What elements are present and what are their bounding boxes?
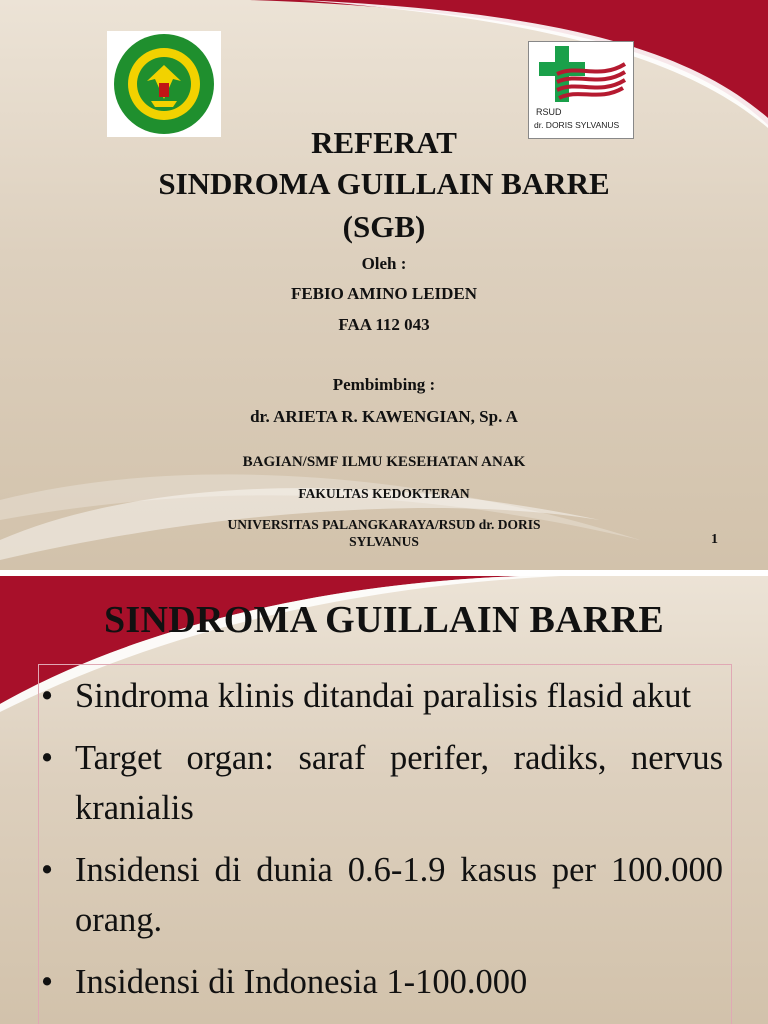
bullet-text: Insidensi di dunia 0.6-1.9 kasus per 100.000 orang. xyxy=(75,851,723,939)
hospital-logo-line1: RSUD xyxy=(536,107,562,117)
bullet-text: Sindroma klinis ditandai paralisis flasid akut xyxy=(75,677,692,715)
title-abbreviation: (SGB) xyxy=(342,209,426,244)
bullet-marker: • xyxy=(41,851,54,889)
hospital-logo-line2: dr. DORIS SYLVANUS xyxy=(534,120,620,130)
bullet-item xyxy=(39,733,723,833)
bullet-list xyxy=(39,671,723,1019)
page-number: 1 xyxy=(711,532,718,547)
faculty: FAKULTAS KEDOKTERAN xyxy=(298,486,470,501)
bullet-marker: • xyxy=(41,677,54,715)
author-name: FEBIO AMINO LEIDEN xyxy=(290,284,478,303)
university-logo xyxy=(107,31,221,137)
advisor-label: Pembimbing : xyxy=(332,375,436,394)
bullet-item xyxy=(39,957,723,1007)
content-slide xyxy=(0,576,768,1024)
bullet-marker: • xyxy=(41,963,54,1001)
bullet-item xyxy=(39,671,723,721)
slide-title: SINDROMA GUILLAIN BARRE xyxy=(103,599,665,641)
title-referat: REFERAT xyxy=(311,125,457,160)
advisor-name: dr. ARIETA R. KAWENGIAN, Sp. A xyxy=(250,407,518,426)
content-box xyxy=(38,664,732,1024)
bullet-text: Target organ: saraf perifer, radiks, nervus kranialis xyxy=(75,739,723,827)
title-topic: SINDROMA GUILLAIN BARRE xyxy=(158,166,610,201)
institution-line2: SYLVANUS xyxy=(349,534,419,549)
student-id: FAA 112 043 xyxy=(338,315,430,334)
department: BAGIAN/SMF ILMU KESEHATAN ANAK xyxy=(242,454,526,470)
institution-line1: UNIVERSITAS PALANGKARAYA/RSUD dr. DORIS xyxy=(227,517,541,532)
bullet-text: Insidensi di Indonesia 1-100.000 xyxy=(75,963,528,1001)
bullet-item xyxy=(39,845,723,945)
by-label: Oleh : xyxy=(361,254,407,273)
bullet-marker: • xyxy=(41,739,54,777)
